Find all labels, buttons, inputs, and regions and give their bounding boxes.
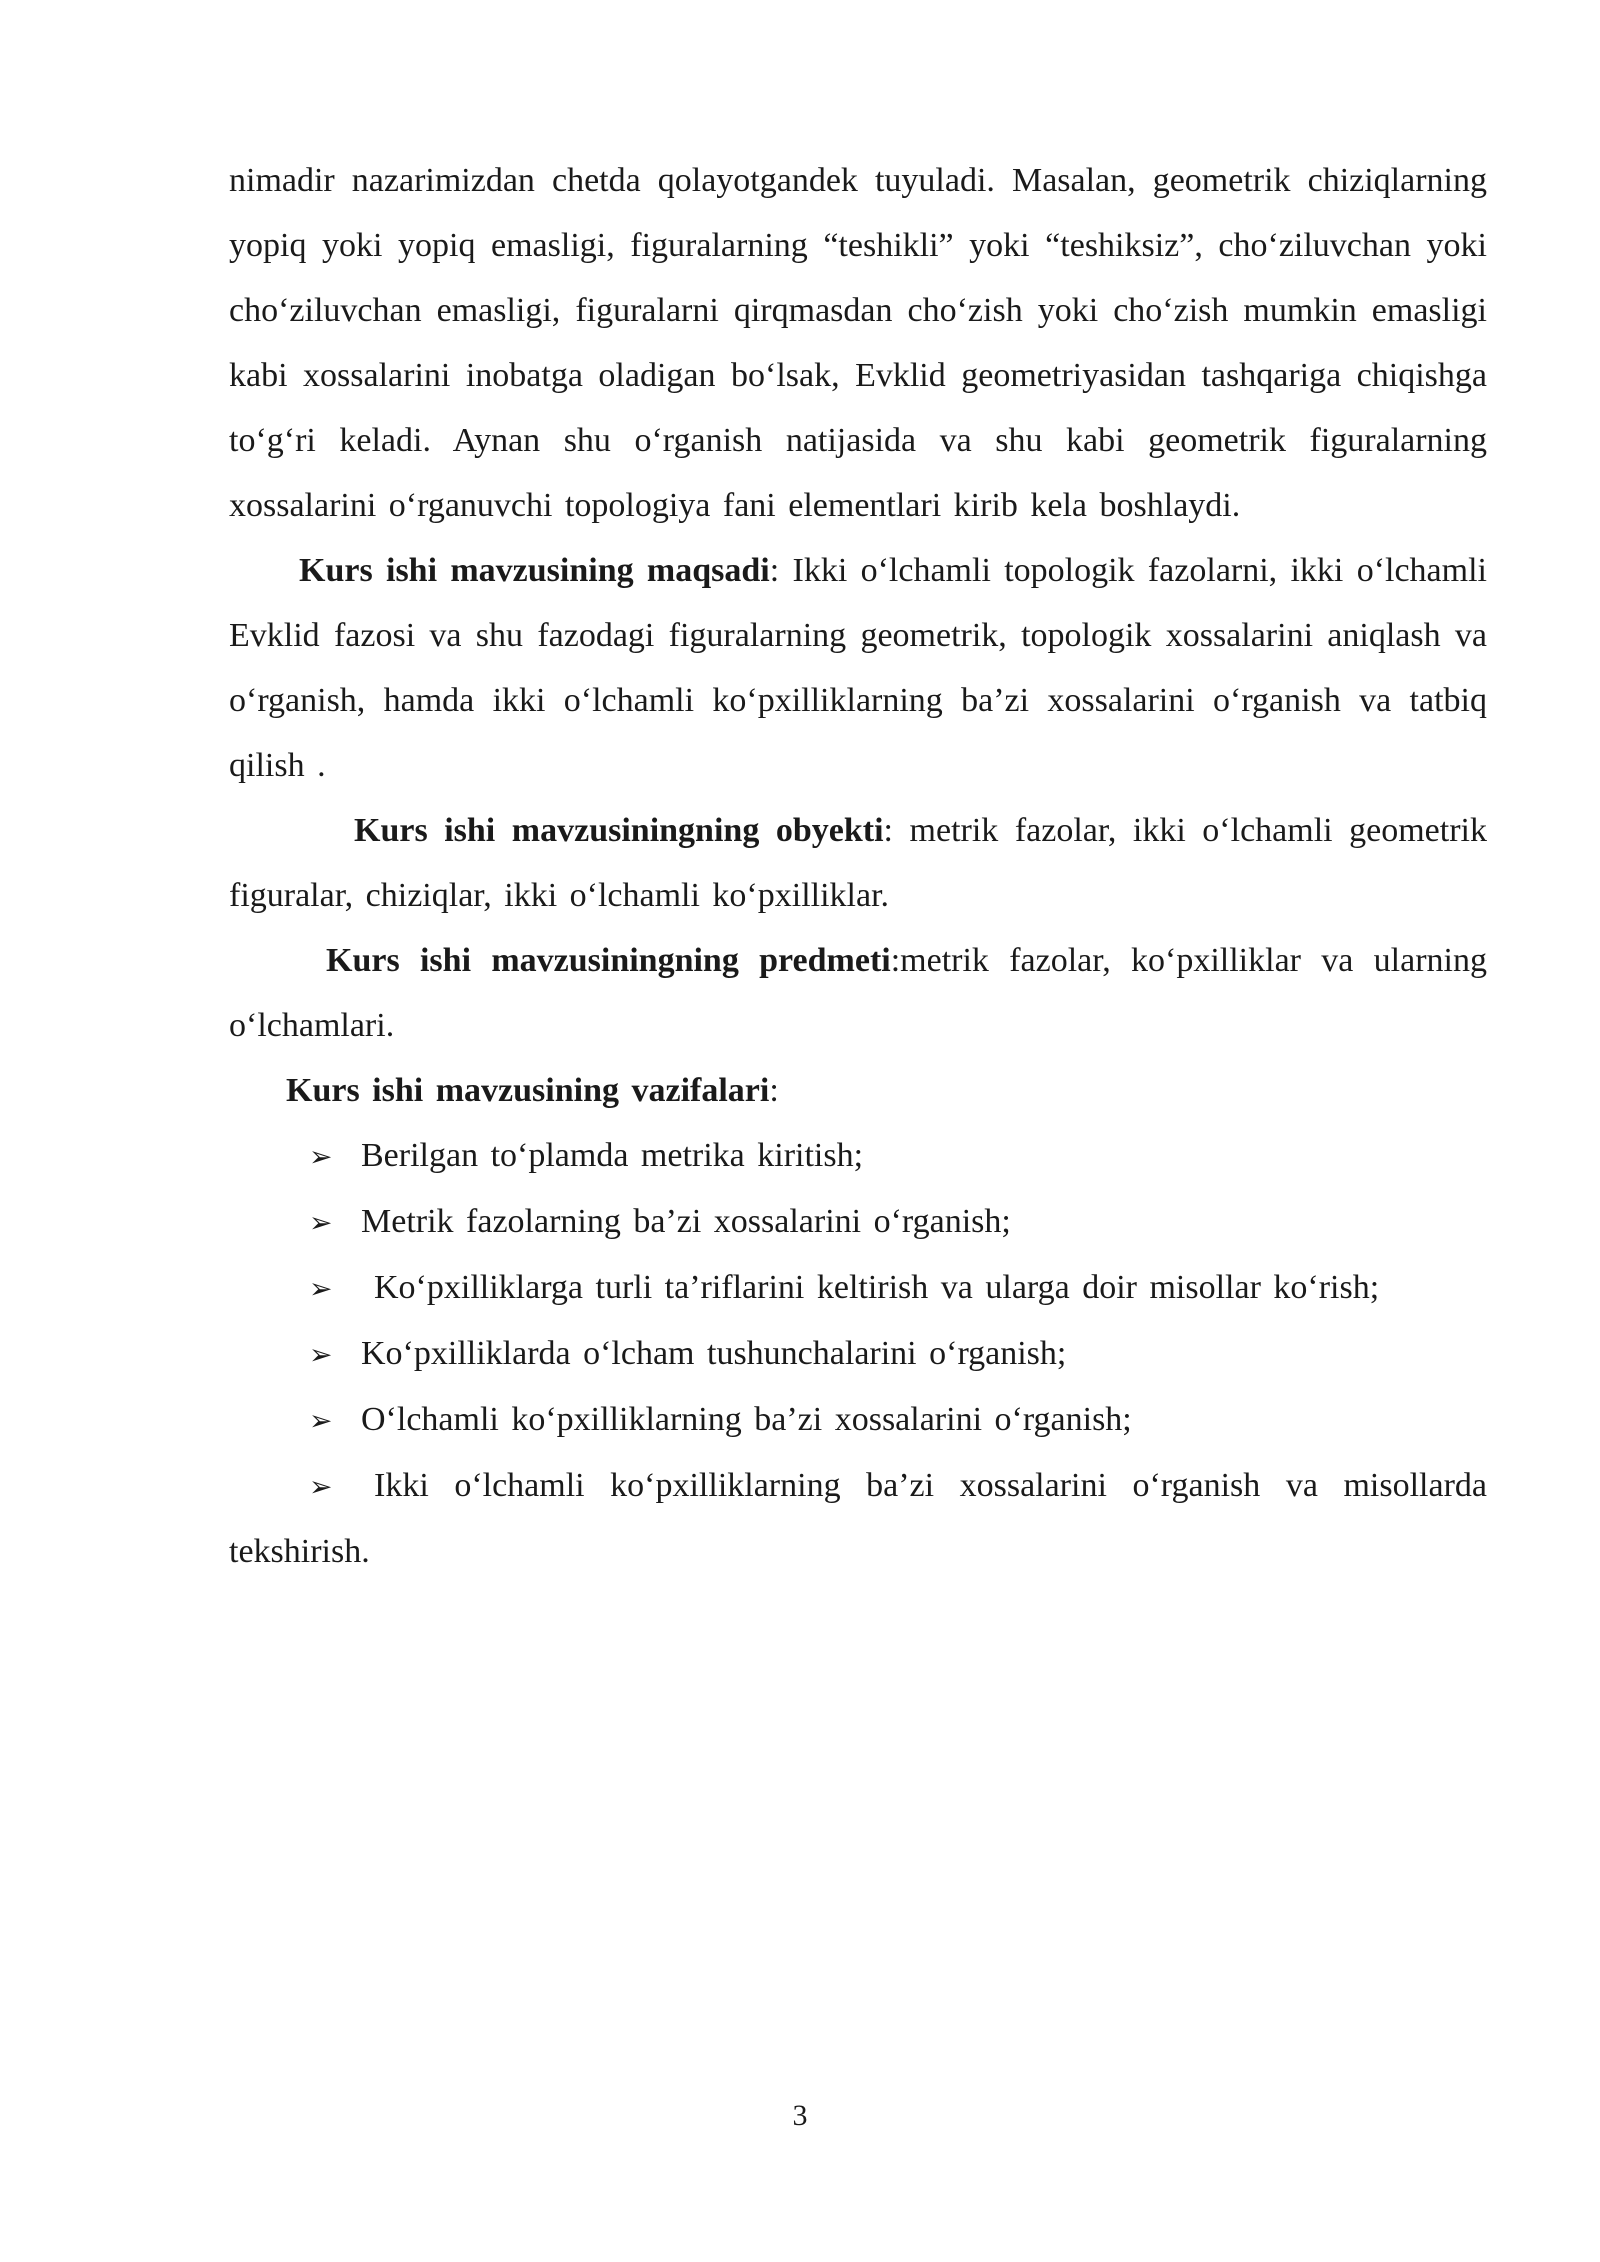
- list-item: [229, 1189, 1487, 1255]
- list-item-text: O‘lchamli ko‘pxilliklarning ba’zi xossalarini o‘rganish;: [361, 1401, 1132, 1438]
- tasks-colon: :: [769, 1072, 779, 1109]
- arrowhead-bullet-icon: ➢: [309, 1404, 333, 1437]
- object-label: Kurs ishi mavzusiningning obyekti: [354, 812, 884, 849]
- goal-text: : Ikki o‘lchamli topologik fazolarni, ikki o‘lchamli Evklid fazosi va shu fazodagi figuralarning geometrik, topologik xossalarini aniqlash va o‘rganish, hamda ikki o‘lchamli ko‘pxilliklarning ba’zi xossalarini o‘rganish va tatbiq qilish .: [229, 552, 1487, 784]
- list-item: [229, 1387, 1487, 1453]
- subject-label: Kurs ishi mavzusiningning predmeti: [326, 942, 891, 979]
- intro-paragraph: nimadir nazarimizdan chetda qolayotgandek tuyuladi. Masalan, geometrik chiziqlarning yopiq yoki yopiq emasligi, figuralarning “teshikli” yoki “teshiksiz”, cho‘ziluvchan yoki cho‘ziluvchan emasligi, figuralarni qirqmasdan cho‘zish yoki cho‘zish mumkin emasligi kabi xossalarini inobatga oladigan bo‘lsak, Evklid geometriyasidan tashqariga chiqishga to‘g‘ri keladi. Aynan shu o‘rganish natijasida va shu kabi geometrik figuralarning xossalarini o‘rganuvchi topologiya fani elementlari kirib kela boshlaydi.: [229, 162, 1487, 524]
- tasks-label: Kurs ishi mavzusining vazifalari: [286, 1072, 770, 1109]
- arrowhead-bullet-icon: ➢: [309, 1206, 333, 1239]
- object-text: : metrik fazolar, ikki o‘lchamli geometrik figuralar, chiziqlar, ikki o‘lchamli ko‘pxilliklar.: [229, 812, 1487, 914]
- page-number: 3: [792, 2099, 808, 2132]
- arrowhead-bullet-icon: ➢: [309, 1272, 333, 1305]
- list-item-text: Metrik fazolarning ba’zi xossalarini o‘rganish;: [361, 1203, 1011, 1240]
- tasks-heading: [229, 1058, 1487, 1123]
- arrowhead-bullet-icon: ➢: [309, 1140, 333, 1173]
- list-item-text: Ko‘pxilliklarga turli ta’riflarini keltirish va ularga doir misollar ko‘rish;: [374, 1269, 1380, 1306]
- list-item: [229, 1255, 1487, 1321]
- list-item: [229, 1453, 1487, 1584]
- list-item-text: Ko‘pxilliklarda o‘lcham tushunchalarini o‘rganish;: [361, 1335, 1067, 1372]
- object-paragraph: [229, 798, 1487, 928]
- arrowhead-bullet-icon: ➢: [309, 1470, 333, 1503]
- list-item-text: Ikki o‘lchamli ko‘pxilliklarning ba’zi xossalarini o‘rganish va misollarda tekshirish.: [229, 1467, 1487, 1570]
- document-body: [229, 148, 1487, 1584]
- goal-label: Kurs ishi mavzusining maqsadi: [299, 552, 770, 589]
- list-item: [229, 1123, 1487, 1189]
- goal-paragraph: [229, 538, 1487, 798]
- subject-text: :metrik fazolar, ko‘pxilliklar va ularning o‘lchamlari.: [229, 942, 1487, 1044]
- list-item: [229, 1321, 1487, 1387]
- subject-paragraph: [229, 928, 1487, 1058]
- arrowhead-bullet-icon: ➢: [309, 1338, 333, 1371]
- list-item-text: Berilgan to‘plamda metrika kiritish;: [361, 1137, 864, 1174]
